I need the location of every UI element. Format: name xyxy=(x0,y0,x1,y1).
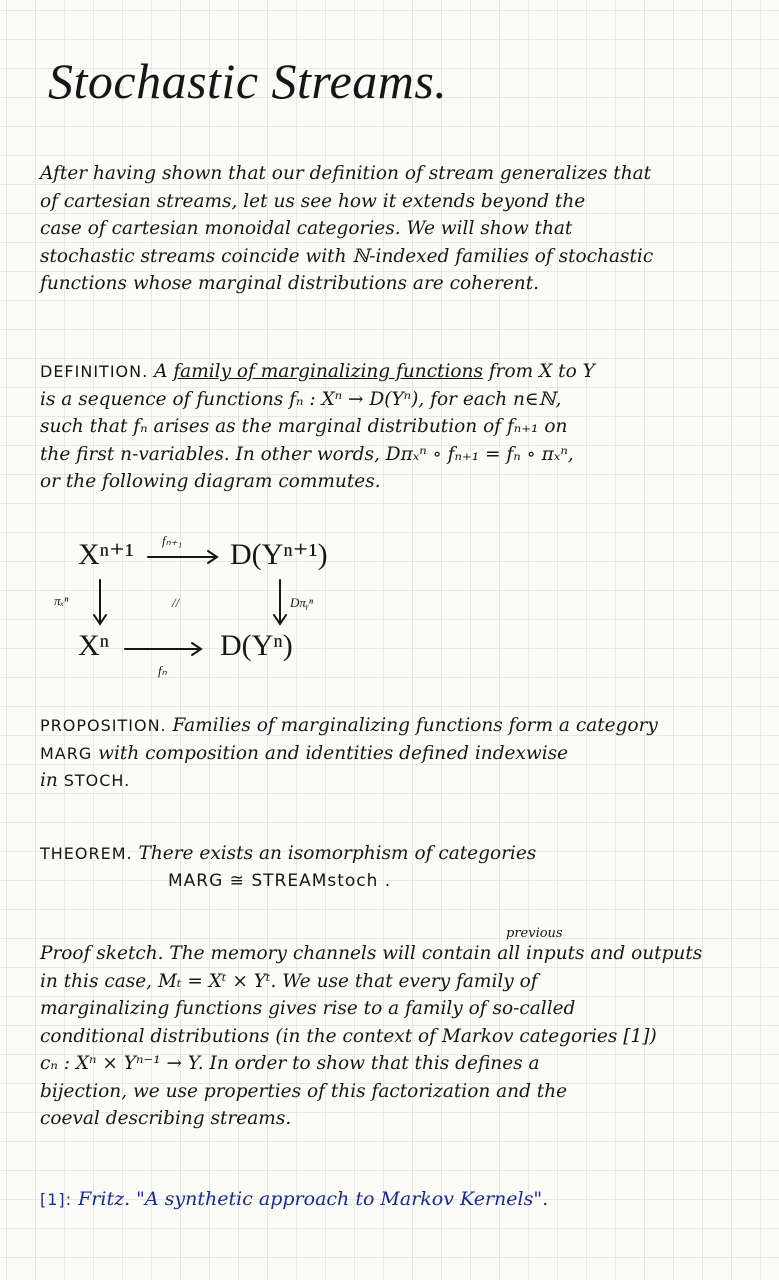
definition-line: or the following diagram commutes. xyxy=(40,471,381,492)
diagram-bottom-arrow-label: fₙ xyxy=(158,663,167,678)
diagram-bottom-right: D(Yⁿ) xyxy=(220,629,293,662)
intro-line: stochastic streams coincide with ℕ-indexed families of stochastic xyxy=(40,245,654,267)
category-name-marg: MARG xyxy=(40,743,93,763)
theorem-block xyxy=(40,840,740,868)
proposition-text: in xyxy=(40,770,64,791)
diagram-top-left: Xⁿ⁺¹ xyxy=(78,538,134,571)
reference xyxy=(40,1188,740,1210)
proposition-line xyxy=(40,712,740,740)
theorem-label: THEOREM. xyxy=(40,844,133,863)
proposition-label: PROPOSITION. xyxy=(40,716,167,735)
definition-line: the first n-variables. In other words, Dπₓⁿ ∘ fₙ₊₁ = fₙ ∘ πₓⁿ, xyxy=(40,443,574,465)
proposition-line xyxy=(40,740,740,768)
proof-line: conditional distributions (in the context of Markov categories [1]) xyxy=(40,1025,657,1047)
diagram-top-arrow-label: fₙ₊₁ xyxy=(162,533,183,548)
definition-text: A xyxy=(148,361,174,382)
definition-line xyxy=(40,358,740,386)
proof-line: Proof sketch. The memory channels will contain all inputs and outputs xyxy=(40,943,703,964)
definition-line: is a sequence of functions fₙ : Xⁿ → D(Yⁿ), for each n∈ℕ, xyxy=(40,388,562,410)
theorem-line xyxy=(40,840,740,868)
proof-line: in this case, Mₜ = Xᵗ × Yᵗ. We use that every family of xyxy=(40,970,538,992)
theorem-text: There exists an isomorphism of categories xyxy=(132,843,537,864)
proof-line: coeval describing streams. xyxy=(40,1108,292,1129)
diagram-top-right: D(Yⁿ⁺¹) xyxy=(230,538,328,571)
proposition-text: with composition and identities defined indexwise xyxy=(92,742,569,764)
proof-line: marginalizing functions gives rise to a family of so-called xyxy=(40,998,576,1019)
proof-line: bijection, we use properties of this factorization and the xyxy=(40,1080,568,1102)
intro-line: of cartesian streams, let us see how it extends beyond the xyxy=(40,190,586,212)
diagram-right-arrow-label: Dπᵧⁿ xyxy=(290,595,313,610)
defined-term: family of marginalizing functions xyxy=(173,361,483,382)
intro-paragraph xyxy=(40,160,740,298)
reference-text: Fritz. "A synthetic approach to Markov Kernels". xyxy=(72,1188,549,1210)
intro-line: After having shown that our definition of stream generalizes that xyxy=(40,163,652,184)
diagram-bottom-left: Xⁿ xyxy=(78,629,110,662)
definition-block xyxy=(40,358,740,496)
page-title: Stochastic Streams. xyxy=(48,53,448,109)
proposition-text: Families of marginalizing functions form a category xyxy=(166,715,658,736)
intro-line: functions whose marginal distributions are coherent. xyxy=(40,273,540,294)
category-name-stoch: STOCH. xyxy=(63,771,131,790)
proposition-line xyxy=(40,767,740,795)
diagram-commute-mark: // xyxy=(172,595,180,610)
diagram-left-arrow-label: πₓⁿ xyxy=(54,593,69,608)
proposition-block xyxy=(40,712,740,795)
definition-line: such that fₙ arises as the marginal distribution of fₙ₊₁ on xyxy=(40,416,568,437)
intro-line: case of cartesian monoidal categories. We will show that xyxy=(40,218,573,239)
reference-label: [1]: xyxy=(40,1190,73,1209)
definition-label: DEFINITION. xyxy=(40,362,149,381)
proof-line: cₙ : Xⁿ × Yⁿ⁻¹ → Y. In order to show that this defines a xyxy=(40,1053,540,1074)
proof-block xyxy=(40,940,740,1133)
definition-text: from X to Y xyxy=(482,361,595,382)
proof-insertion-note: previous xyxy=(506,926,563,941)
commutative-diagram xyxy=(40,525,460,700)
theorem-isomorphism: MARG ≅ STREAMstoch . xyxy=(168,871,392,891)
